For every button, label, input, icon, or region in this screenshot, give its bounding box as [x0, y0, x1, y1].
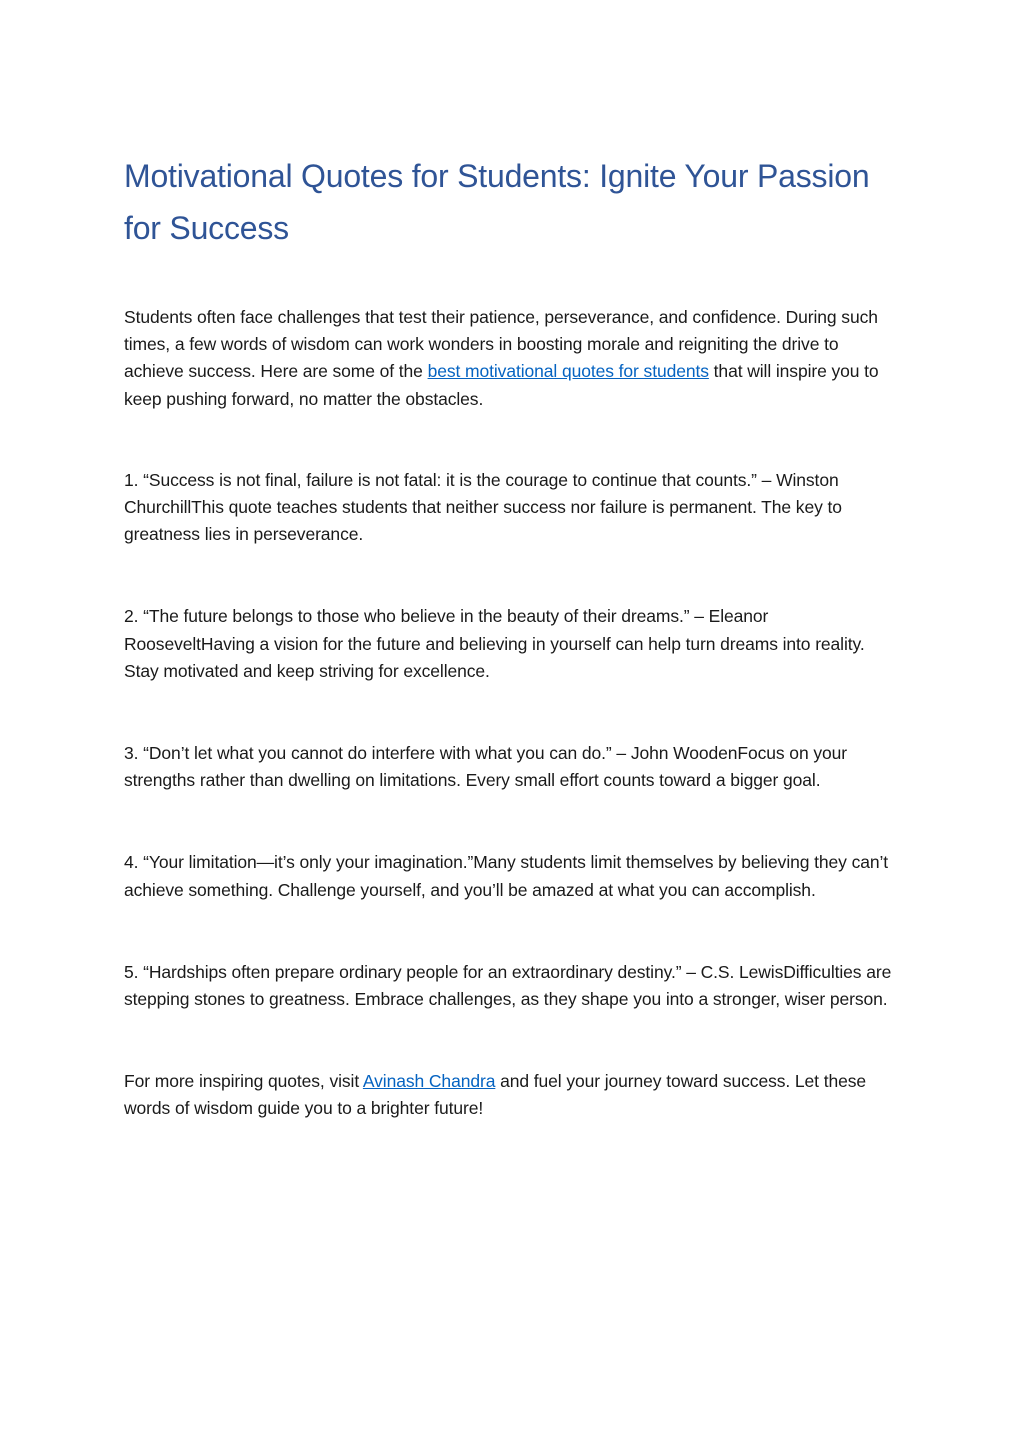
motivational-quotes-link[interactable]: best motivational quotes for students — [427, 361, 709, 382]
page-title: Motivational Quotes for Students: Ignite Your Passion for Success — [124, 158, 870, 246]
quote-paragraph-3: 3. “Don’t let what you cannot do interfere with what you can do.” – John WoodenFocus on your strengths rather than dwelling on limitations. Every small effort counts toward a bigger goal. — [124, 743, 847, 791]
intro-paragraph — [124, 304, 899, 413]
quote-paragraph-4: 4. “Your limitation—it’s only your imagination.”Many students limit themselves by believing they can’t achieve something. Challenge yourself, and you’ll be amazed at what you can accomplish. — [124, 852, 889, 900]
avinash-chandra-link[interactable]: Avinash Chandra — [362, 1071, 496, 1092]
outro-text-before: For more inspiring quotes, visit — [124, 1071, 363, 1092]
quote-paragraph-5: 5. “Hardships often prepare ordinary people for an extraordinary destiny.” – C.S. LewisDifficulties are stepping stones to greatness. Embrace challenges, as they shape you into a stronger, wiser person. — [124, 961, 892, 1010]
document-page — [124, 150, 899, 1123]
outro-paragraph — [124, 1068, 899, 1122]
quote-paragraph-2: 2. “The future belongs to those who believe in the beauty of their dreams.” – Eleanor RooseveltHaving a vision for the future and believing in yourself can help turn dreams into reality. Stay motivated and keep striving for excellence. — [124, 606, 865, 681]
intro-text-before: Students often face challenges that test their patience, perseverance, and confidence. During such times, a few words of wisdom can work wonders in boosting morale and reigniting the drive to achieve success. Here are some of the — [124, 307, 878, 382]
intro-text-after: that will inspire you to keep pushing forward, no matter the obstacles. — [124, 361, 879, 409]
quote-paragraph-1: 1. “Success is not final, failure is not fatal: it is the courage to continue that counts.” – Winston ChurchillThis quote teaches students that neither success nor failure is permanent. The key to greatness lies in perseverance. — [124, 469, 842, 545]
outro-text-after: and fuel your journey toward success. Let these words of wisdom guide you to a brighter future! — [124, 1071, 867, 1119]
